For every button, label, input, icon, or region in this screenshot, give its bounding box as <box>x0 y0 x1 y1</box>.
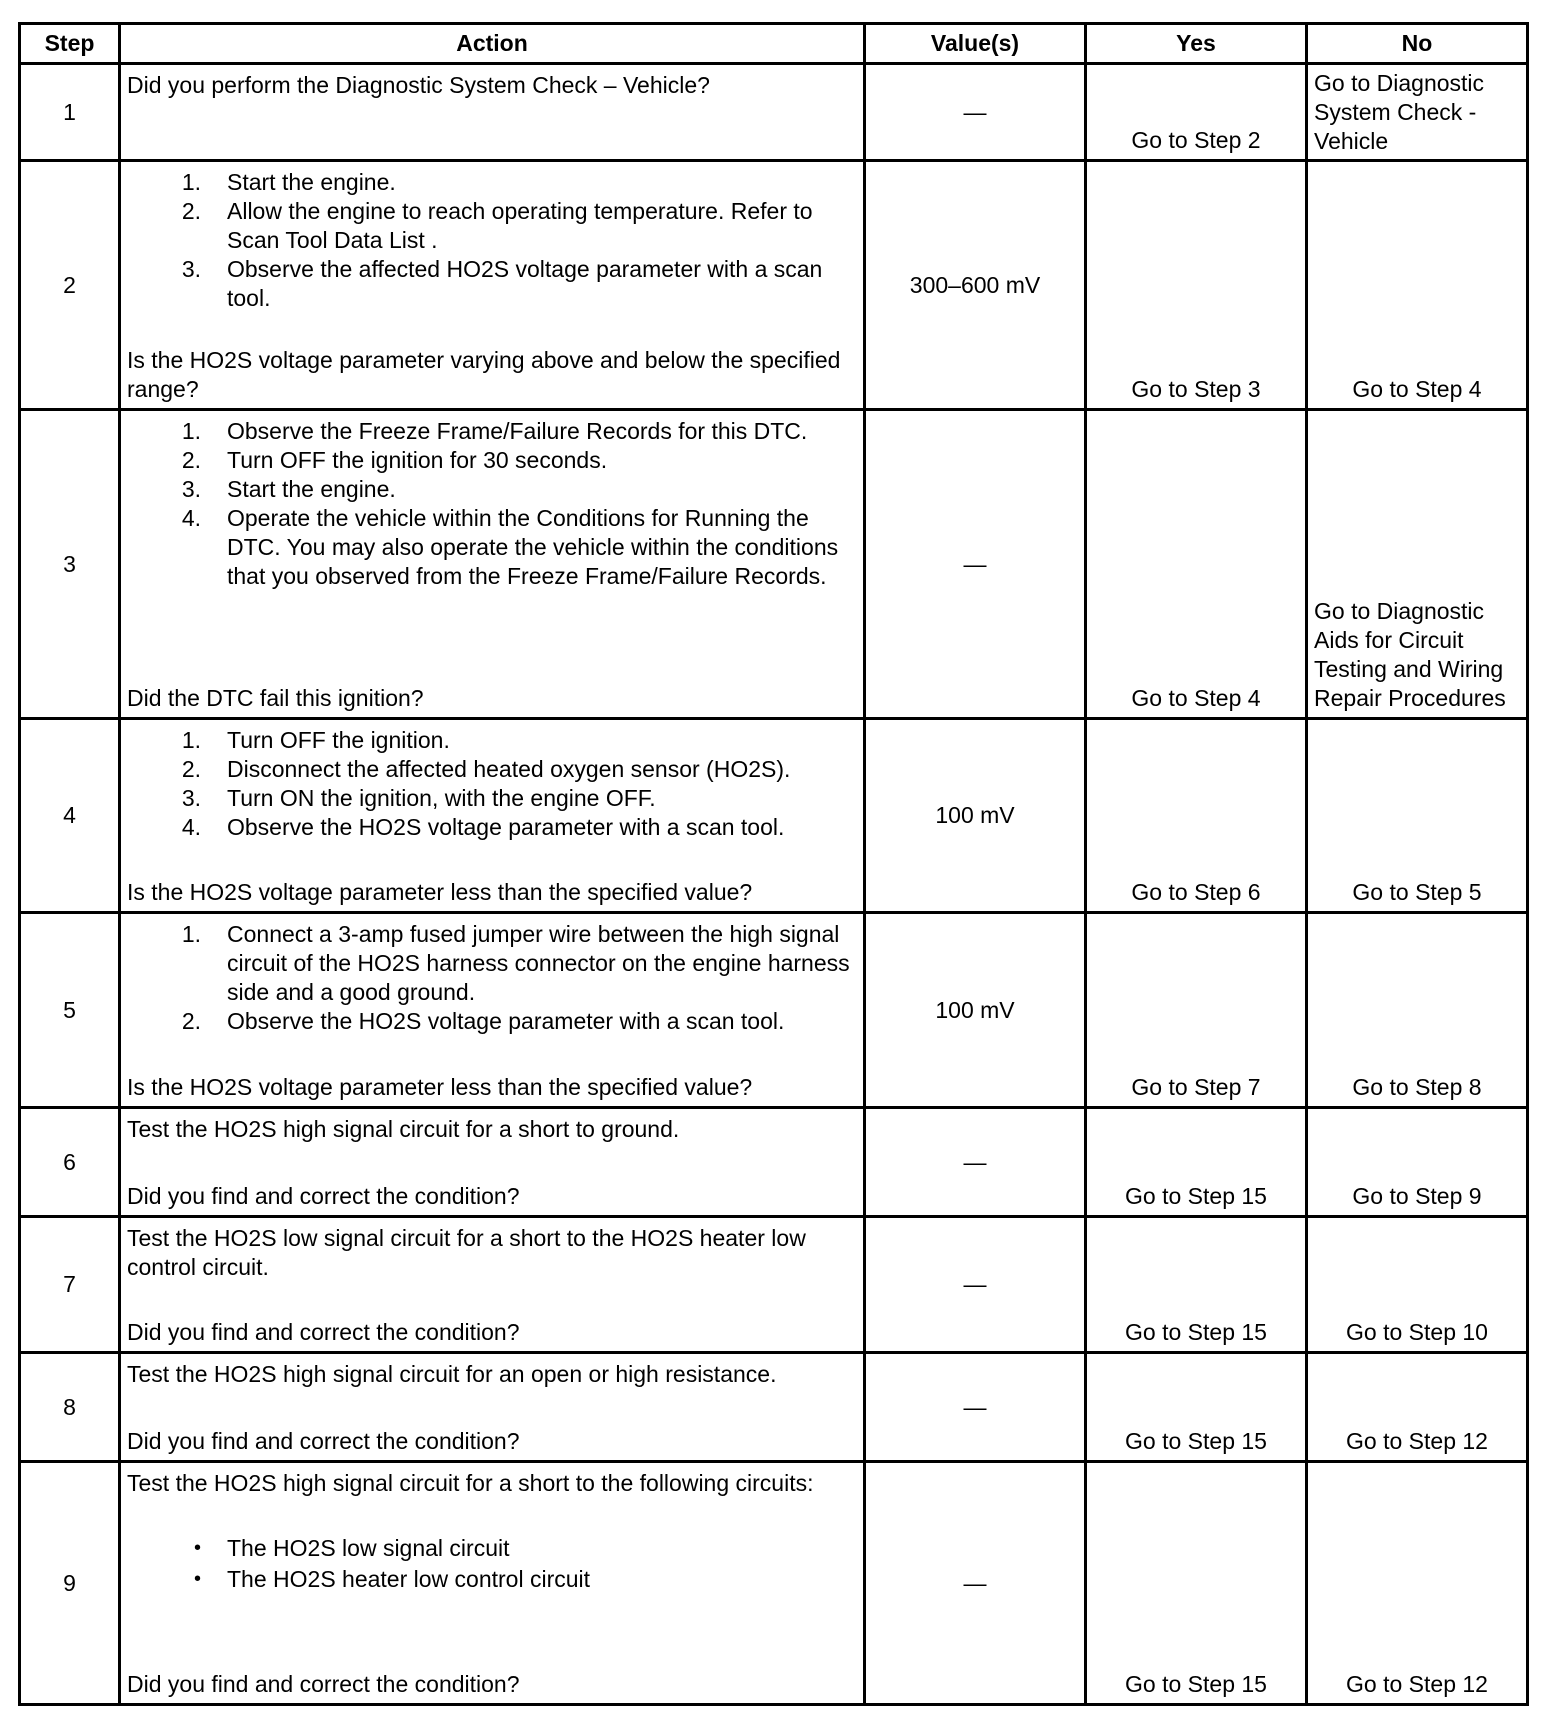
yes-cell <box>1086 1217 1307 1353</box>
no-go-to-step-link: Go to Step 12 <box>1346 1671 1488 1697</box>
action-step-number: 4. <box>181 505 201 531</box>
action-content <box>121 720 863 911</box>
no-cell <box>1307 719 1528 913</box>
action-cell <box>120 64 865 161</box>
yes-cell <box>1086 161 1307 410</box>
action-bullet-item <box>127 1565 855 1594</box>
value-cell: — <box>865 64 1086 161</box>
yes-cell <box>1086 64 1307 161</box>
no-cell <box>1307 1353 1528 1462</box>
step-number: 7 <box>20 1217 120 1353</box>
yes-cell <box>1086 410 1307 719</box>
table-row <box>20 913 1528 1108</box>
action-intro: Test the HO2S low signal circuit for a short to the HO2S heater low control circuit. <box>127 1225 806 1280</box>
yes-go-to-step-link: Go to Step 6 <box>1131 879 1261 905</box>
action-question: Did you find and correct the condition? <box>127 1319 520 1345</box>
value-cell: 100 mV <box>865 913 1086 1108</box>
action-instructions <box>127 920 855 1036</box>
value-cell: — <box>865 1462 1086 1705</box>
step-number: 6 <box>20 1108 120 1217</box>
no-content <box>1308 1463 1526 1703</box>
yes-content <box>1087 1463 1305 1703</box>
action-cell <box>120 161 865 410</box>
table-body <box>20 64 1528 1705</box>
action-step-number: 1. <box>181 727 201 753</box>
action-bullet-text: The HO2S low signal circuit <box>227 1535 510 1561</box>
action-step-number: 3. <box>181 476 201 502</box>
action-steps-list <box>127 726 855 842</box>
yes-content <box>1087 162 1305 408</box>
yes-go-to-step-link: Go to Step 15 <box>1125 1428 1267 1454</box>
value-cell: — <box>865 410 1086 719</box>
action-step-item <box>127 755 855 784</box>
action-step-item <box>127 726 855 755</box>
no-go-to-step-link: Go to Step 10 <box>1346 1319 1488 1345</box>
step-number: 4 <box>20 719 120 913</box>
action-instructions <box>127 726 855 842</box>
action-question: Is the HO2S voltage parameter varying above and below the specified range? <box>127 347 841 402</box>
action-cell <box>120 1353 865 1462</box>
action-intro: Test the HO2S high signal circuit for an open or high resistance. <box>127 1361 777 1387</box>
step-number: 8 <box>20 1353 120 1462</box>
action-steps-list <box>127 168 855 313</box>
bullet-icon: • <box>193 1568 201 1590</box>
header-step: Step <box>20 24 120 64</box>
yes-go-to-step-link: Go to Step 15 <box>1125 1319 1267 1345</box>
table-row <box>20 1217 1528 1353</box>
action-step-number: 1. <box>181 418 201 444</box>
yes-content <box>1087 720 1305 911</box>
yes-content <box>1087 1354 1305 1460</box>
action-bullet-list <box>127 1534 855 1594</box>
yes-go-to-step-link: Go to Step 15 <box>1125 1183 1267 1209</box>
step-number: 5 <box>20 913 120 1108</box>
action-step-number: 2. <box>181 1008 201 1034</box>
table-row <box>20 1353 1528 1462</box>
no-content <box>1308 914 1526 1106</box>
action-step-number: 3. <box>181 785 201 811</box>
step-number: 3 <box>20 410 120 719</box>
action-step-text: Observe the HO2S voltage parameter with a scan tool. <box>227 814 785 840</box>
no-content <box>1308 1109 1526 1215</box>
action-instructions <box>127 417 855 591</box>
action-step-text: Start the engine. <box>227 169 396 195</box>
table-row <box>20 64 1528 161</box>
action-content <box>121 1218 863 1351</box>
no-cell <box>1307 913 1528 1108</box>
action-step-text: Observe the HO2S voltage parameter with a scan tool. <box>227 1008 785 1034</box>
action-question: Did you find and correct the condition? <box>127 1671 520 1697</box>
action-cell <box>120 719 865 913</box>
action-content <box>121 411 863 717</box>
action-question: Did you find and correct the condition? <box>127 1183 520 1209</box>
yes-go-to-step-link: Go to Step 4 <box>1131 685 1261 711</box>
table-row <box>20 1462 1528 1705</box>
no-cell <box>1307 1462 1528 1705</box>
action-step-text: Start the engine. <box>227 476 396 502</box>
value-cell: — <box>865 1108 1086 1217</box>
yes-cell <box>1086 719 1307 913</box>
no-content <box>1308 162 1526 408</box>
action-question: Did the DTC fail this ignition? <box>127 685 424 711</box>
action-steps-list <box>127 920 855 1036</box>
action-content <box>121 1109 863 1215</box>
action-content <box>121 914 863 1106</box>
yes-content <box>1087 411 1305 717</box>
yes-cell <box>1086 1353 1307 1462</box>
header-row <box>20 24 1528 64</box>
action-step-item <box>127 446 855 475</box>
value-cell: 100 mV <box>865 719 1086 913</box>
no-go-to-step-link: Go to Step 8 <box>1352 1074 1482 1100</box>
action-question: Is the HO2S voltage parameter less than the specified value? <box>127 879 753 905</box>
no-content <box>1308 1354 1526 1460</box>
yes-content <box>1087 914 1305 1106</box>
action-content <box>121 65 863 159</box>
action-instructions <box>127 1224 855 1282</box>
yes-content <box>1087 1109 1305 1215</box>
action-step-number: 4. <box>181 814 201 840</box>
action-step-text: Observe the affected HO2S voltage parameter with a scan tool. <box>227 256 823 311</box>
yes-go-to-step-link: Go to Step 3 <box>1131 376 1261 402</box>
action-steps-list <box>127 417 855 591</box>
action-intro: Test the HO2S high signal circuit for a short to the following circuits: <box>127 1470 814 1496</box>
no-content <box>1308 1218 1526 1351</box>
action-step-item <box>127 784 855 813</box>
value-cell: — <box>865 1353 1086 1462</box>
action-content <box>121 162 863 408</box>
action-intro: Test the HO2S high signal circuit for a short to ground. <box>127 1116 680 1142</box>
table-row <box>20 410 1528 719</box>
action-content <box>121 1463 863 1703</box>
action-content <box>121 1354 863 1460</box>
action-step-text: Disconnect the affected heated oxygen sensor (HO2S). <box>227 756 791 782</box>
no-cell <box>1307 410 1528 719</box>
action-step-item <box>127 504 855 591</box>
no-go-to-step-link: Go to Diagnostic System Check - Vehicle <box>1314 70 1485 154</box>
action-cell <box>120 410 865 719</box>
action-question: Did you find and correct the condition? <box>127 1428 520 1454</box>
action-instructions <box>127 168 855 313</box>
action-step-item <box>127 475 855 504</box>
no-cell <box>1307 1217 1528 1353</box>
action-step-text: Operate the vehicle within the Conditions for Running the DTC. You may also operate the vehicle within the conditions that you observed from the Freeze Frame/Failure Records. <box>227 505 839 589</box>
action-instructions <box>127 1469 855 1596</box>
action-step-text: Turn OFF the ignition. <box>227 727 450 753</box>
no-cell <box>1307 64 1528 161</box>
action-step-item <box>127 417 855 446</box>
bullet-icon: • <box>193 1537 201 1559</box>
action-step-number: 2. <box>181 447 201 473</box>
action-step-item <box>127 255 855 313</box>
no-cell <box>1307 161 1528 410</box>
action-instructions <box>127 1115 855 1144</box>
action-step-number: 1. <box>181 169 201 195</box>
header-action: Action <box>120 24 865 64</box>
action-step-item <box>127 1007 855 1036</box>
action-intro: Did you perform the Diagnostic System Check – Vehicle? <box>127 72 710 98</box>
action-step-item <box>127 813 855 842</box>
header-yes: Yes <box>1086 24 1307 64</box>
action-step-number: 2. <box>181 756 201 782</box>
step-number: 9 <box>20 1462 120 1705</box>
table-row <box>20 1108 1528 1217</box>
table-row <box>20 719 1528 913</box>
action-cell <box>120 1462 865 1705</box>
yes-content <box>1087 1218 1305 1351</box>
action-step-text: Observe the Freeze Frame/Failure Records for this DTC. <box>227 418 808 444</box>
value-cell: 300–600 mV <box>865 161 1086 410</box>
action-step-item <box>127 197 855 255</box>
no-go-to-step-link: Go to Step 4 <box>1352 376 1482 402</box>
action-cell <box>120 1217 865 1353</box>
action-bullet-item <box>127 1534 855 1563</box>
table-row <box>20 161 1528 410</box>
action-step-text: Connect a 3-amp fused jumper wire between the high signal circuit of the HO2S harness connector on the engine harness side and a good ground. <box>227 921 850 1005</box>
action-instructions <box>127 1360 855 1389</box>
action-question: Is the HO2S voltage parameter less than the specified value? <box>127 1074 753 1100</box>
action-cell <box>120 1108 865 1217</box>
header-values: Value(s) <box>865 24 1086 64</box>
yes-go-to-step-link: Go to Step 15 <box>1125 1671 1267 1697</box>
yes-content <box>1087 65 1305 159</box>
no-go-to-step-link: Go to Diagnostic Aids for Circuit Testing and Wiring Repair Procedures <box>1314 598 1506 711</box>
no-cell <box>1307 1108 1528 1217</box>
step-number: 2 <box>20 161 120 410</box>
no-content <box>1308 720 1526 911</box>
action-step-item <box>127 920 855 1007</box>
action-step-text: Allow the engine to reach operating temperature. Refer to Scan Tool Data List . <box>227 198 813 253</box>
action-cell <box>120 913 865 1108</box>
yes-cell <box>1086 913 1307 1108</box>
action-instructions <box>127 71 855 100</box>
action-step-text: Turn ON the ignition, with the engine OFF. <box>227 785 656 811</box>
action-bullet-text: The HO2S heater low control circuit <box>227 1566 591 1592</box>
no-content <box>1308 411 1526 717</box>
no-go-to-step-link: Go to Step 9 <box>1352 1183 1482 1209</box>
diagnostic-table <box>18 22 1529 1706</box>
yes-go-to-step-link: Go to Step 7 <box>1131 1074 1261 1100</box>
header-no: No <box>1307 24 1528 64</box>
action-step-item <box>127 168 855 197</box>
no-go-to-step-link: Go to Step 12 <box>1346 1428 1488 1454</box>
no-go-to-step-link: Go to Step 5 <box>1352 879 1482 905</box>
action-step-number: 2. <box>181 198 201 224</box>
action-step-number: 1. <box>181 921 201 947</box>
step-number: 1 <box>20 64 120 161</box>
value-cell: — <box>865 1217 1086 1353</box>
yes-cell <box>1086 1108 1307 1217</box>
no-content <box>1308 65 1526 159</box>
action-step-number: 3. <box>181 256 201 282</box>
yes-go-to-step-link: Go to Step 2 <box>1131 127 1261 153</box>
action-step-text: Turn OFF the ignition for 30 seconds. <box>227 447 608 473</box>
yes-cell <box>1086 1462 1307 1705</box>
